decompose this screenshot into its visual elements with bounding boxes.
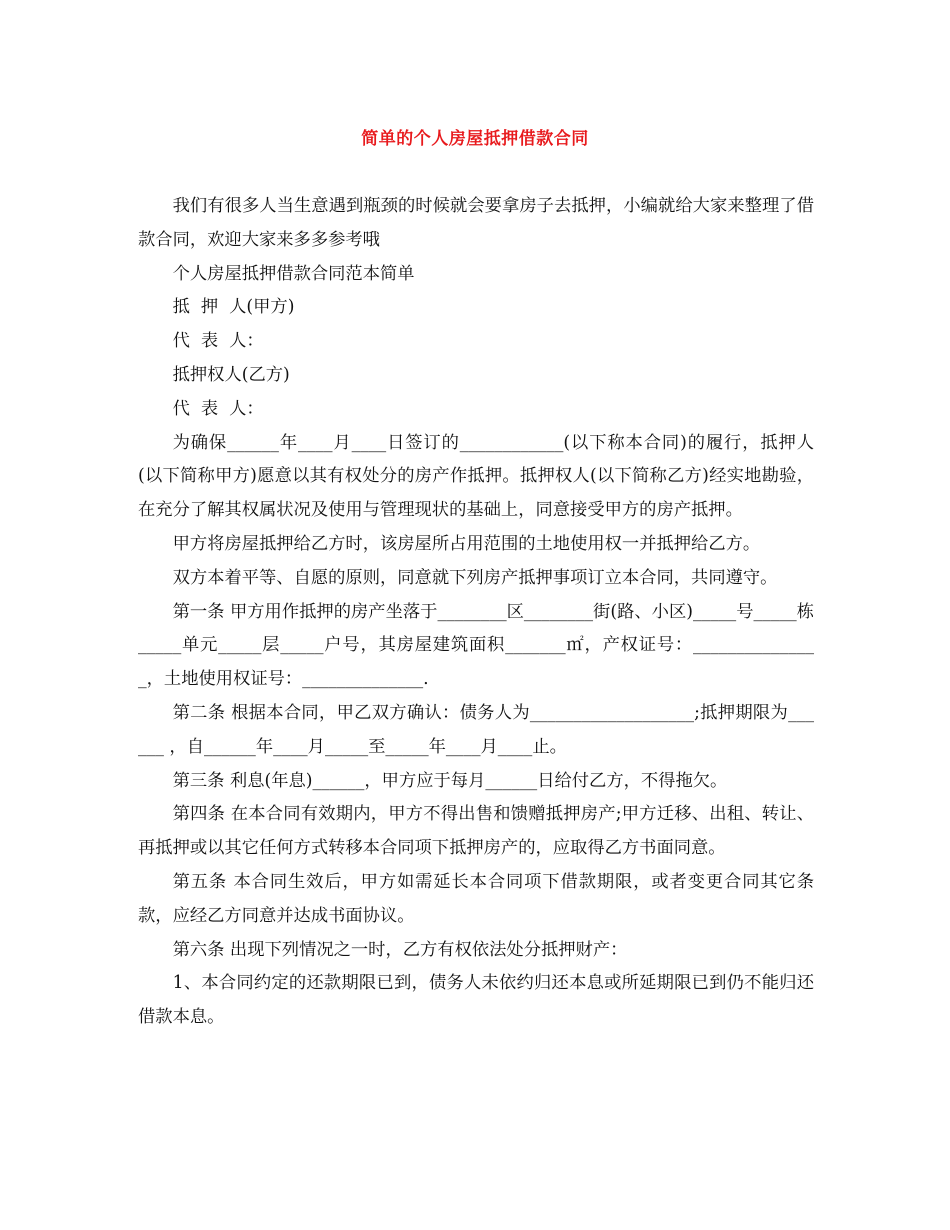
- intro-paragraph: 我们有很多人当生意遇到瓶颈的时候就会要拿房子去抵押，小编就给大家来整理了借款合同，欢迎大家来多多参考哦: [138, 196, 814, 250]
- document-body: [138, 190, 814, 1035]
- article-3: 第三条 利息(年息)______，甲方应于每月______日给付乙方，不得拖欠。: [172, 770, 728, 791]
- purpose-paragraph: 为确保______年____月____日签订的____________(以下称本合同)的履行，抵押人(以下简称甲方)愿意以其有权处分的房产作抵押。抵押权人(以下简称乙方)经实地勘验，在充分了解其权属状况及使用与管理现状的基础上，同意接受甲方的房产抵押。: [138, 432, 814, 521]
- article-6-item-1: 1、本合同约定的还款期限已到，债务人未依约归还本息或所延期限已到仍不能归还借款本息。: [138, 973, 814, 1028]
- article-5: 第五条 本合同生效后，甲方如需延长本合同项下借款期限，或者变更合同其它条款，应经乙方同意并达成书面协议。: [138, 871, 814, 926]
- principle-paragraph: 双方本着平等、自愿的原则，同意就下列房产抵押事项订立本合同，共同遵守。: [172, 567, 778, 588]
- mortgagor-representative-line: 代 表 人：: [172, 331, 264, 352]
- article-1: 第一条 甲方用作抵押的房产坐落于________区________街(路、小区)_____号_____栋_____单元_____层_____户号，其房屋建筑面积_______㎡，产权证号：_______________，土地使用权证号：______________.: [138, 601, 814, 690]
- article-4: 第四条 在本合同有效期内，甲方不得出售和馈赠抵押房产;甲方迁移、出租、转让、再抵押或以其它任何方式转移本合同项下抵押房产的，应取得乙方书面同意。: [138, 804, 814, 859]
- article-6: 第六条 出现下列情况之一时，乙方有权依法处分抵押财产：: [172, 939, 628, 960]
- document-title: 简单的个人房屋抵押借款合同: [361, 129, 589, 149]
- mortgagee-line: 抵押权人(乙方): [172, 364, 290, 385]
- mortgagee-representative-line: 代 表 人：: [172, 398, 264, 419]
- land-use-paragraph: 甲方将房屋抵押给乙方时，该房屋所占用范围的土地使用权一并抵押给乙方。: [172, 533, 761, 554]
- contract-subtitle: 个人房屋抵押借款合同范本简单: [172, 263, 415, 284]
- article-2: 第二条 根据本合同，甲乙双方确认：债务人为___________________;抵押期限为______ ，自______年____月_____至_____年____月____止。: [138, 702, 814, 757]
- mortgagor-line: 抵 押 人(甲方): [172, 297, 295, 318]
